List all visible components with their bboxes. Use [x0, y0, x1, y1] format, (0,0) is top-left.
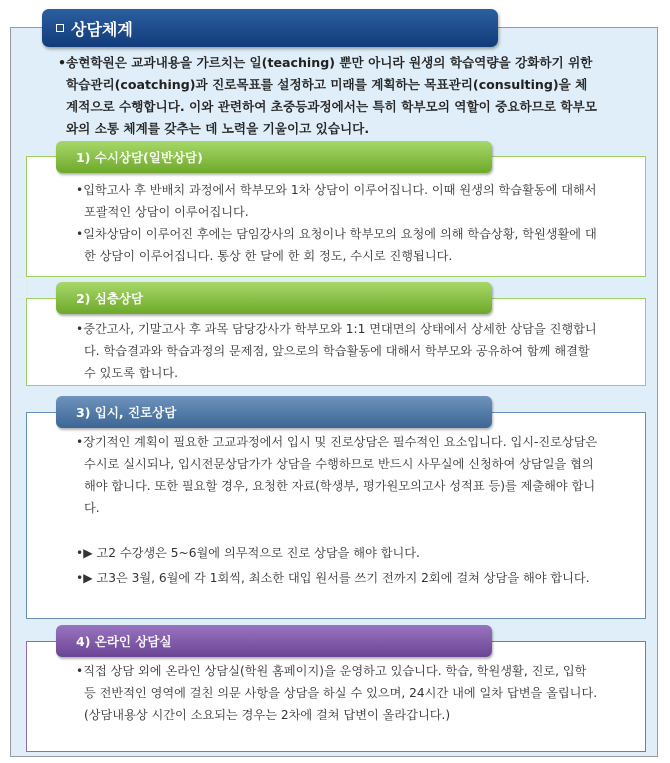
section-item: •일차상담이 이루어진 후에는 담임강사의 요청이나 학부모의 요청에 의해 학습상황, 학원생활에 대한 상담이 이루어집니다. 통상 한 달에 한 회 정도, 수시로 진행됩니다. [76, 227, 597, 263]
section-tab-general-counseling: 1) 수시상담(일반상담) [56, 141, 492, 173]
section-item: •입학고사 후 반배치 과정에서 학부모와 1차 상담이 이루어집니다. 이때 원생의 학습활동에 대해서 포괄적인 상담이 이루어집니다. [76, 183, 597, 219]
intro-paragraph: •송현학원은 교과내용을 가르치는 일(teaching) 뿐만 아니라 원생의 학습역량을 강화하기 위한 학습관리(coatching)과 진로목표를 설정하고 미래를 계획하는 목표관리(consulting)을 체계적으로 수행합니다. 이와 관련하여 초중등과정에서는 특히 학부모의 역할이 중요하므로 학부모와의 소통 체계를 갖추는 데 노력을 기울이고 있습니다. [58, 55, 597, 136]
section-item: •중간고사, 기말고사 후 과목 담당강사가 학부모와 1:1 면대면의 상태에서 상세한 상담을 진행합니다. 학습결과와 학습과정의 문제점, 앞으로의 학습활동에 대해서 학부모와 공유하여 함께 해결할 수 있도록 합니다. [76, 322, 597, 380]
section-tab-in-depth-counseling: 2) 심층상담 [56, 282, 492, 314]
section-item: •장기적인 계획이 필요한 고교과정에서 입시 및 진로상담은 필수적인 요소입니다. 입시-진로상담은 수시로 실시되나, 입시전문상담가가 상담을 수행하므로 반드시 사무실에 신청하여 상담일을 협의해야 합니다. 또한 필요할 경우, 요청한 자료(학생부, 평가원모의고사 성적표 등)를 제출해야 합니다. [76, 435, 598, 515]
page-title [42, 9, 498, 47]
section-tab-online-counseling: 4) 온라인 상담실 [56, 625, 492, 657]
section-item: •▶ 고3은 3월, 6월에 각 1회씩, 최소한 대입 원서를 쓰기 전까지 2회에 걸쳐 상담을 해야 합니다. [76, 571, 590, 585]
page-title-text: 상담체계 [71, 19, 133, 39]
section-item: •▶ 고2 수강생은 5~6월에 의무적으로 진로 상담을 해야 합니다. [76, 546, 420, 560]
square-bullet-icon [56, 24, 64, 32]
section-item: •직접 상담 외에 온라인 상담실(학원 홈페이지)을 운영하고 있습니다. 학습, 학원생활, 진로, 입학 등 전반적인 영역에 걸친 의문 사항을 상담을 하실 수 있으며, 24시간 내에 일차 답변을 올립니다.(상담내용상 시간이 소요되는 경우는 2차에 걸쳐 답변이 올라갑니다.) [76, 664, 598, 722]
section-tab-admission-career: 3) 입시, 진로상담 [56, 396, 492, 428]
